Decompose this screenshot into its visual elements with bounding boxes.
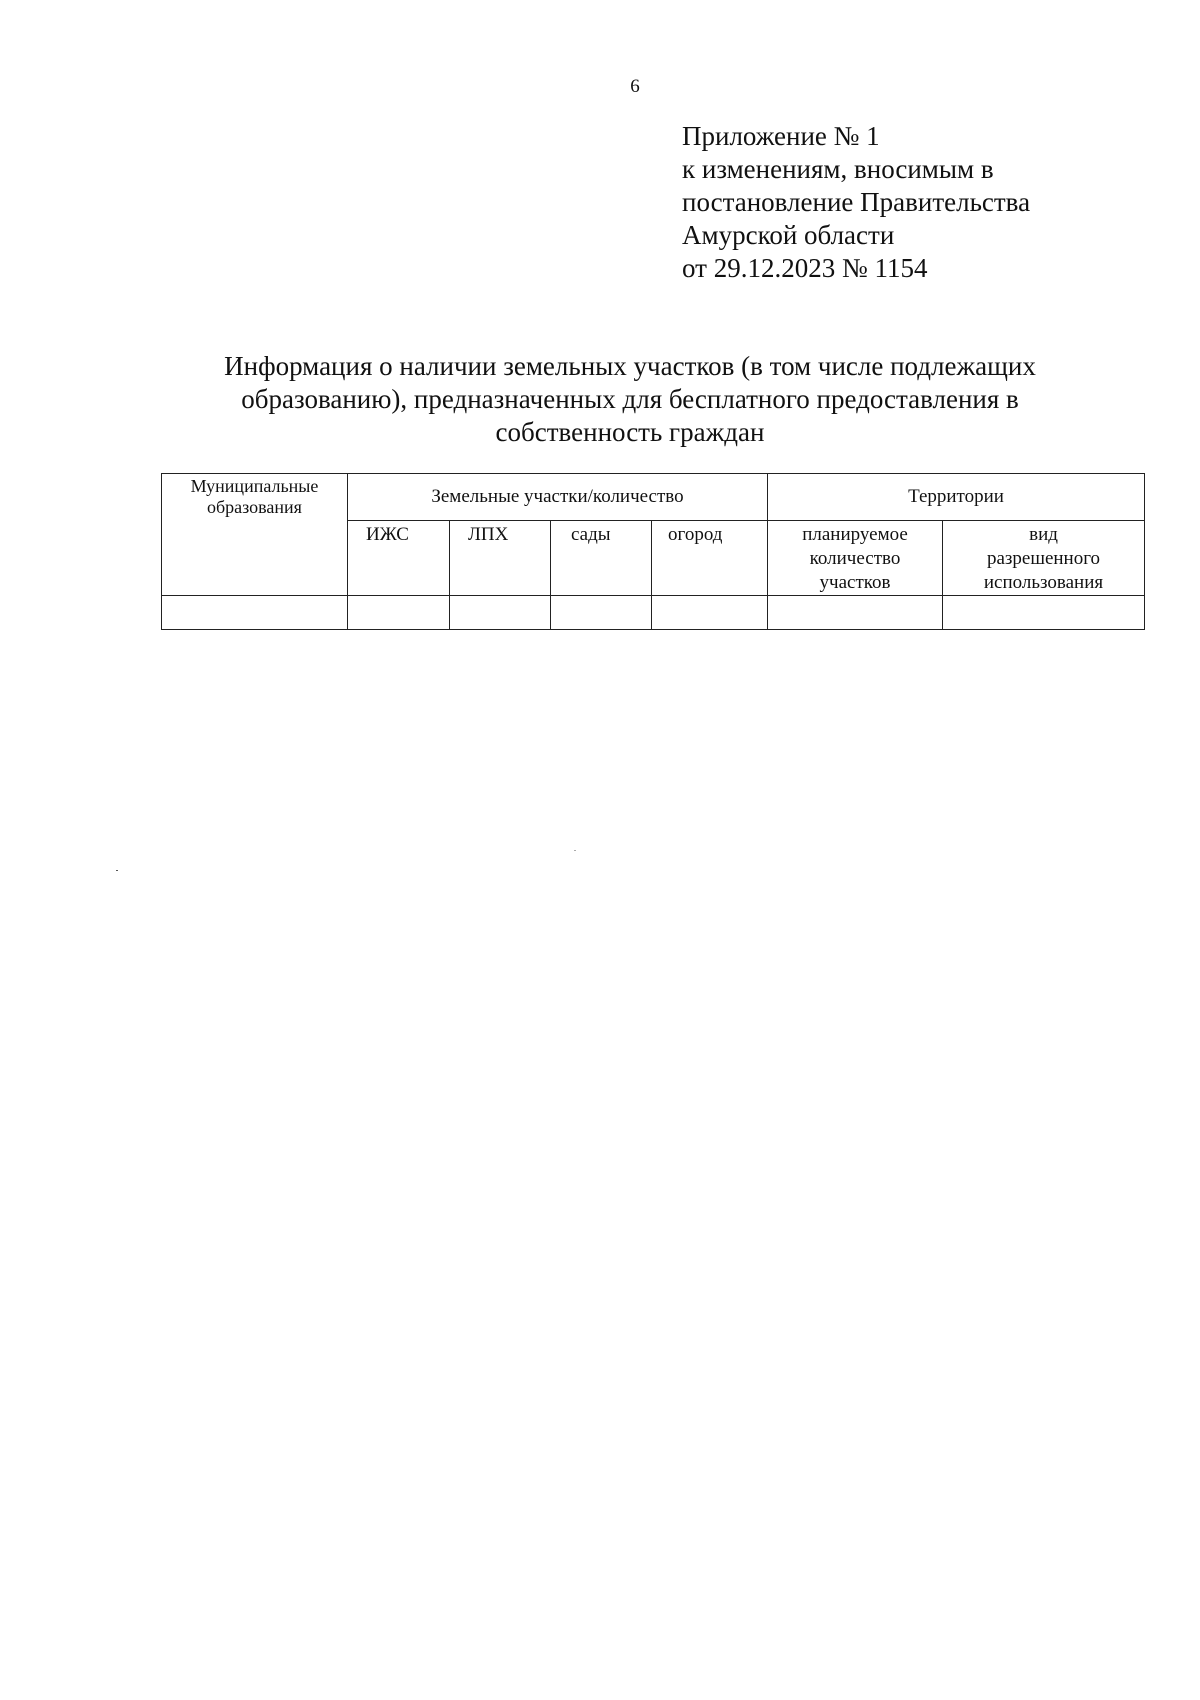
subheader-lph: ЛПХ (450, 521, 551, 596)
table-cell (551, 596, 652, 630)
appendix-line: к изменениям, вносимым в (682, 154, 994, 184)
subheader-permitted-line: использования (983, 572, 1104, 593)
subheader-permitted-use (943, 521, 1145, 596)
appendix-line: от 29.12.2023 № 1154 (682, 253, 928, 283)
subheader-izhs: ИЖС (348, 521, 450, 596)
title-line: собственность граждан (495, 417, 765, 447)
header-land-plots: Земельные участки/количество (348, 474, 768, 521)
appendix-line: постановление Правительства (682, 187, 1031, 217)
table-header-row (162, 474, 1145, 521)
document-title (160, 350, 1100, 449)
appendix-line: Приложение № 1 (682, 121, 880, 151)
table-cell (162, 596, 348, 630)
table-row (162, 596, 1145, 630)
header-territories: Территории (768, 474, 1145, 521)
table-cell (652, 596, 768, 630)
table-cell (943, 596, 1145, 630)
land-plots-table (161, 473, 1145, 630)
table-cell (450, 596, 551, 630)
subheader-ogorod: огород (652, 521, 768, 596)
table-cell (768, 596, 943, 630)
appendix-line: Амурской области (682, 220, 895, 250)
subheader-planned-line: планируемое (802, 524, 908, 545)
subheader-permitted-line: вид (1029, 524, 1058, 545)
table-cell (348, 596, 450, 630)
subheader-sady: сады (551, 521, 652, 596)
title-line: образованию), предназначенных для бесплатного предоставления в (241, 384, 1019, 414)
header-municipal (162, 474, 348, 596)
header-municipal-line: образования (207, 497, 302, 517)
header-municipal-line: Муниципальные (190, 476, 319, 496)
title-line: Информация о наличии земельных участков (в том числе подлежащих (224, 351, 1036, 381)
subheader-planned-count (768, 521, 943, 596)
scan-speck (574, 850, 576, 851)
subheader-planned-line: количество (809, 548, 901, 569)
appendix-block (682, 120, 1102, 285)
scan-speck (116, 870, 118, 871)
page-number: 6 (630, 76, 640, 97)
subheader-planned-line: участков (819, 572, 891, 593)
subheader-permitted-line: разрешенного (986, 548, 1101, 569)
